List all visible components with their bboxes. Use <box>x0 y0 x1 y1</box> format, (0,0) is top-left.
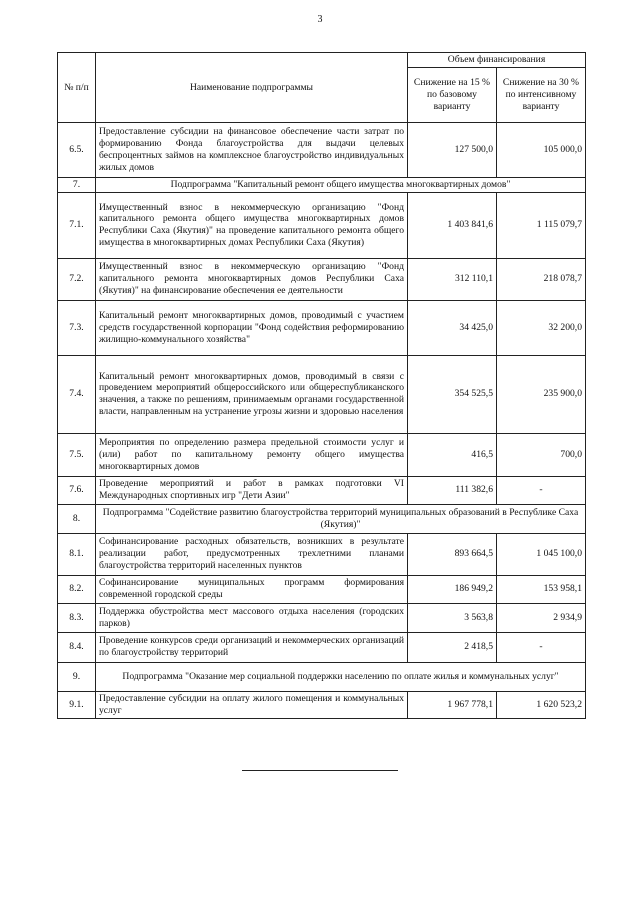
row-number: 7.4. <box>58 355 96 433</box>
row-number: 7.2. <box>58 258 96 300</box>
subprogram-row <box>58 662 586 691</box>
table-row <box>58 575 586 603</box>
header-variant-30: Снижение на 30 % по интенсивному варианту <box>497 67 586 122</box>
value-variant-30: 235 900,0 <box>497 355 586 433</box>
measure-name: Мероприятия по определению размера предельной стоимости услуг и (или) работ по капитальному ремонту общего имущества многоквартирных домов <box>96 433 408 476</box>
row-number: 9. <box>58 662 96 691</box>
value-variant-15: 1 967 778,1 <box>408 691 497 718</box>
value-variant-15: 34 425,0 <box>408 300 497 355</box>
measure-name: Софинансирование муниципальных программ формирования современной городской среды <box>96 575 408 603</box>
signature-line <box>242 770 398 771</box>
row-number: 8.1. <box>58 533 96 575</box>
page-number: 3 <box>317 14 323 25</box>
measure-name: Имущественный взнос в некоммерческую организацию "Фонд капитального ремонта общего имущества многоквартирных домов Республики Саха (Якутия)" на проведение капитального ремонта общего имущества в многоквартирных домах Республики Саха (Якутия) <box>96 192 408 258</box>
measure-name: Предоставление субсидии на оплату жилого помещения и коммунальных услуг <box>96 691 408 718</box>
value-variant-30: 1 620 523,2 <box>497 691 586 718</box>
subprogram-row <box>58 504 586 533</box>
value-variant-30: 2 934,9 <box>497 603 586 632</box>
header-num: № п/п <box>58 53 96 123</box>
header-name: Наименование подпрограммы <box>96 53 408 123</box>
value-variant-30: 1 115 079,7 <box>497 192 586 258</box>
value-variant-30: 153 958,1 <box>497 575 586 603</box>
value-variant-30: 32 200,0 <box>497 300 586 355</box>
row-number: 9.1. <box>58 691 96 718</box>
measure-name: Проведение конкурсов среди организаций и некоммерческих организаций по благоустройству территорий <box>96 632 408 662</box>
header-variant-15: Снижение на 15 % по базовому варианту <box>408 67 497 122</box>
subprogram-title: Подпрограмма "Содействие развитию благоустройства территорий муниципальных образований в Республике Саха (Якутия)" <box>96 504 586 533</box>
funding-table <box>57 52 586 719</box>
row-number: 8. <box>58 504 96 533</box>
value-variant-30: - <box>497 476 586 504</box>
row-number: 8.3. <box>58 603 96 632</box>
value-variant-15: 354 525,5 <box>408 355 497 433</box>
table-row <box>58 603 586 632</box>
table-row <box>58 122 586 177</box>
value-variant-15: 127 500,0 <box>408 122 497 177</box>
table-row <box>58 476 586 504</box>
measure-name: Капитальный ремонт многоквартирных домов, проводимый в связи с проведением мероприятий общероссийского или общереспубликанского значения, а также по решениям, принимаемым органами государственной власти, направленным на устранение угрозы жизни и здоровью населения <box>96 355 408 433</box>
row-number: 7.6. <box>58 476 96 504</box>
measure-name: Капитальный ремонт многоквартирных домов, проводимый с участием средств государственной корпорации "Фонд содействия реформированию жилищно-коммунального хозяйства" <box>96 300 408 355</box>
value-variant-15: 3 563,8 <box>408 603 497 632</box>
table-row <box>58 433 586 476</box>
value-variant-15: 893 664,5 <box>408 533 497 575</box>
subprogram-title: Подпрограмма "Оказание мер социальной поддержки населению по оплате жилья и коммунальных услуг" <box>96 662 586 691</box>
value-variant-15: 1 403 841,6 <box>408 192 497 258</box>
value-variant-30: 1 045 100,0 <box>497 533 586 575</box>
table-row <box>58 300 586 355</box>
table-row <box>58 192 586 258</box>
table-row <box>58 258 586 300</box>
value-variant-30: 105 000,0 <box>497 122 586 177</box>
value-variant-30: - <box>497 632 586 662</box>
header-row-1 <box>58 53 586 68</box>
table-row <box>58 355 586 433</box>
row-number: 8.2. <box>58 575 96 603</box>
row-number: 7. <box>58 177 96 192</box>
value-variant-15: 2 418,5 <box>408 632 497 662</box>
measure-name: Проведение мероприятий и работ в рамках подготовки VI Международных спортивных игр "Дети Азии" <box>96 476 408 504</box>
value-variant-15: 416,5 <box>408 433 497 476</box>
row-number: 7.3. <box>58 300 96 355</box>
measure-name: Поддержка обустройства мест массового отдыха населения (городских парков) <box>96 603 408 632</box>
value-variant-30: 218 078,7 <box>497 258 586 300</box>
subprogram-row <box>58 177 586 192</box>
row-number: 7.1. <box>58 192 96 258</box>
value-variant-15: 186 949,2 <box>408 575 497 603</box>
subprogram-title: Подпрограмма "Капитальный ремонт общего имущества многоквартирных домов" <box>96 177 586 192</box>
header-funding: Объем финансирования <box>408 53 586 68</box>
value-variant-15: 111 382,6 <box>408 476 497 504</box>
measure-name: Имущественный взнос в некоммерческую организацию "Фонд капитального ремонта многоквартирных домов Республики Саха (Якутия)" на финансирование обеспечения ее деятельности <box>96 258 408 300</box>
table-row <box>58 533 586 575</box>
row-number: 7.5. <box>58 433 96 476</box>
table-row <box>58 632 586 662</box>
row-number: 6.5. <box>58 122 96 177</box>
measure-name: Софинансирование расходных обязательств, возникших в результате реализации работ, предусмотренных трехлетними планами благоустройства территорий населенных пунктов <box>96 533 408 575</box>
row-number: 8.4. <box>58 632 96 662</box>
measure-name: Предоставление субсидии на финансовое обеспечение части затрат по формированию Фонда благоустройства для выдачи целевых беспроцентных займов на комплексное благоустройство индивидуальных жилых домов <box>96 122 408 177</box>
table-row <box>58 691 586 718</box>
value-variant-30: 700,0 <box>497 433 586 476</box>
value-variant-15: 312 110,1 <box>408 258 497 300</box>
